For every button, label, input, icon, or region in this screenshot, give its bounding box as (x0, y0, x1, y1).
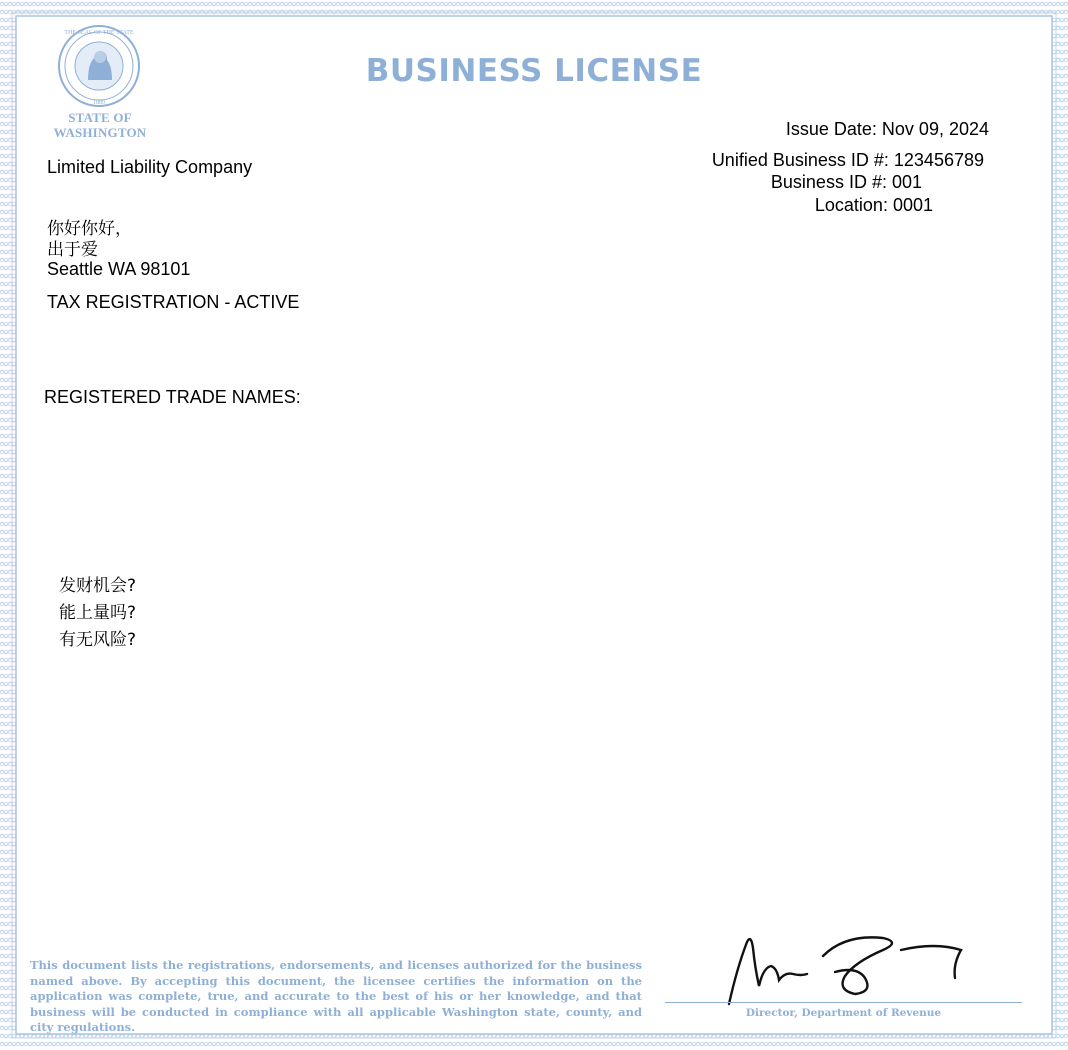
svg-text:THE SEAL OF THE STATE: THE SEAL OF THE STATE (64, 30, 134, 36)
trade-name-item: 发财机会? (59, 576, 137, 596)
director-signature (715, 928, 975, 1010)
trade-name-item: 能上量吗? (59, 603, 137, 623)
document-title: BUSINESS LICENSE (365, 53, 703, 89)
issue-date: Issue Date: Nov 09, 2024 (785, 119, 989, 139)
location-id: Location: 0001 (814, 195, 933, 215)
business-id: Business ID #: 001 (770, 172, 922, 192)
tax-status: TAX REGISTRATION - ACTIVE (47, 292, 300, 312)
unified-business-id: Unified Business ID #: 123456789 (711, 150, 984, 170)
signature-caption: Director, Department of Revenue (745, 1007, 942, 1019)
entity-name-line1: 你好你好， (47, 219, 132, 239)
disclaimer-text: This document lists the registrations, endorsements, and licenses authorized for the business named above. By accepting this document, the licensee certifies the information on the application was complete, true, and accurate to the best of his or her knowledge, and that business will be conducted in compliance with all applicable Washington state, county, and city regulations. (30, 958, 642, 1034)
entity-type: Limited Liability Company (47, 157, 253, 177)
trade-names-heading: REGISTERED TRADE NAMES: (44, 387, 301, 407)
entity-name-line2: 出于爱 (47, 240, 98, 260)
svg-text:1889: 1889 (93, 100, 105, 106)
state-name-label: STATE OF WASHINGTON (53, 110, 147, 140)
entity-city-line: Seattle WA 98101 (47, 259, 191, 279)
trade-name-item: 有无风险? (59, 630, 137, 650)
signature-line (665, 1002, 1022, 1003)
